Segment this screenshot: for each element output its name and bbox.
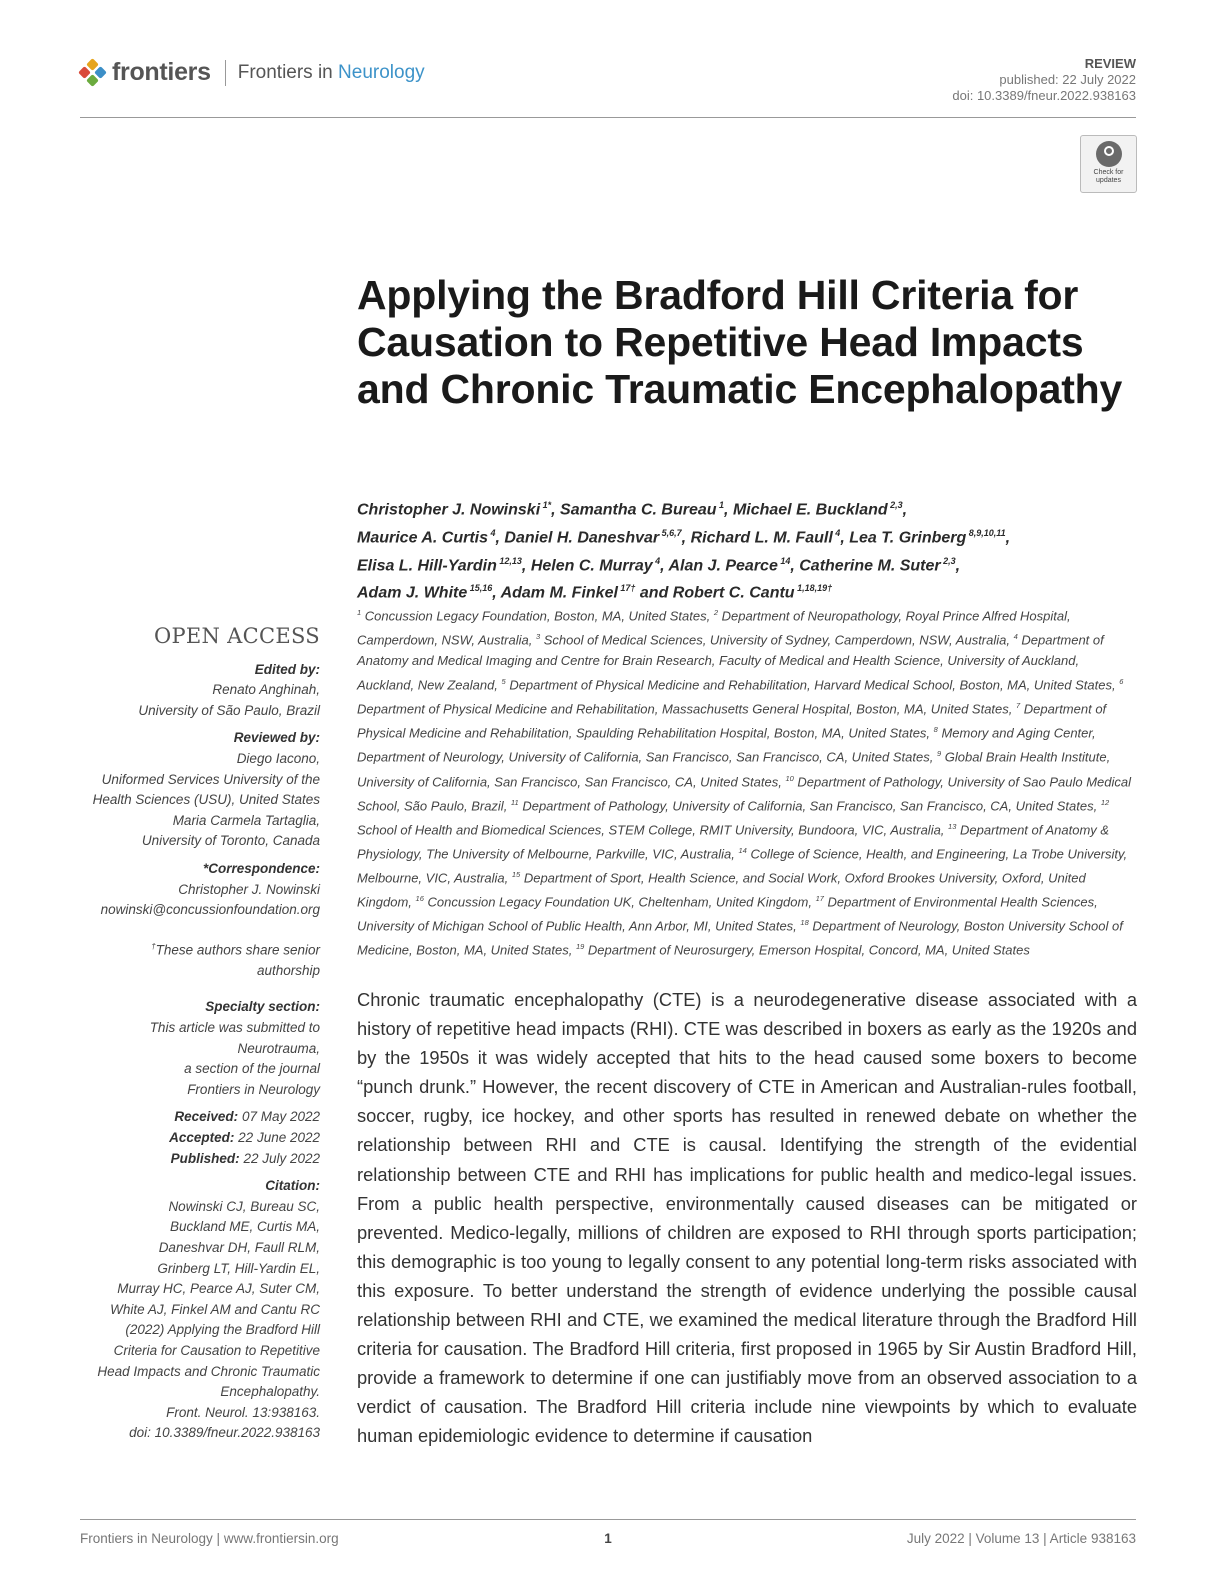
citation-line: Head Impacts and Chronic Traumatic: [97, 1363, 320, 1379]
author-name[interactable]: Maurice A. Curtis: [357, 529, 488, 547]
page-header: [80, 56, 1136, 116]
abstract-body: Chronic traumatic encephalopathy (CTE) is a neurodegenerative disease associated with a history of repetitive head impacts (RHI). CTE was described in boxers as early as the 1920s and by the 1950s it was widely accepted that hits to the head caused some boxers to become “punch drunk.” However, the recent discovery of CTE in American and Australian-rules football, soccer, rugby, ice hockey, and other sports has resulted in renewed debate on whether the relationship between RHI and CTE is causal. Identifying the strength of the evidential relationship between CTE and RHI has implications for public health and medico-legal issues. From a public health perspective, environmentally caused diseases can be mitigated or prevented. Medico-legally, millions of children are exposed to RHI through sports participation; this demographic is too young to legally consent to any potential long-term risks associated with this exposure. To better understand the strength of evidence underlying the possible causal relationship between RHI and CTE, we examined the medical literature through the Bradford Hill criteria for causation. The Bradford Hill criteria, first proposed in 1965 by Sir Austin Bradford Hill, provide a framework to determine if one can justifiably move from an observed association to a verdict of causation. The Bradford Hill criteria include nine viewpoints by which to evaluate human epidemiologic evidence to determine if causation: [357, 989, 1137, 1447]
affiliation-marker: 11: [510, 797, 519, 807]
affiliation-marker: 4: [1013, 632, 1018, 642]
frontiers-logo[interactable]: [80, 58, 425, 87]
correspondence-label: *Correspondence:: [202, 860, 320, 876]
affiliation-text: Department of Sport, Health Science, and Social Work, Oxford Brookes University, Oxford, United Kingdom,: [357, 870, 1086, 910]
open-access-label: OPEN ACCESS: [153, 624, 320, 648]
author-name[interactable]: Elisa L. Hill-Yardin: [357, 556, 497, 574]
affiliation-text: Department of Neuropathology, Royal Prince Alfred Hospital, Camperdown, NSW, Australia,: [357, 608, 1071, 648]
citation-line: White AJ, Finkel AM and Cantu RC: [110, 1301, 320, 1317]
footer-issue-info: July 2022 | Volume 13 | Article 938163: [906, 1531, 1136, 1546]
header-divider: [80, 117, 1136, 118]
affiliation-text: Department of Pathology, University of Sao Paulo Medical School, São Paulo, Brazil,: [357, 773, 1132, 813]
author-name[interactable]: Christopher J. Nowinski: [357, 501, 541, 519]
author-name[interactable]: Adam M. Finkel: [500, 584, 618, 602]
affiliation-marker: 14: [738, 845, 747, 855]
affiliation-marker: 18: [800, 918, 809, 928]
specialty-section-label: Specialty section:: [205, 999, 320, 1015]
author-affiliation-marker: 15,16: [467, 583, 493, 594]
frontiers-logo-icon: [80, 60, 106, 86]
received-date: Received: 07 May 2022: [174, 1109, 320, 1125]
affiliation-marker: 15: [511, 870, 521, 880]
author-affiliation-marker: 1*: [540, 500, 552, 510]
author-name[interactable]: Catherine M. Suter: [799, 556, 941, 574]
specialty-line: Neurotrauma,: [237, 1040, 320, 1056]
affiliation-marker: 9: [936, 749, 942, 759]
affiliation-text: Department of Neurosurgery, Emerson Hospital, Concord, MA, United States: [584, 942, 1030, 958]
affiliation-text: Department of Physical Medicine and Rehabilitation, Massachusetts General Hospital, Boston, MA, United States,: [357, 701, 1016, 717]
senior-authorship-note-cont: authorship: [256, 962, 320, 978]
affiliation-marker: 7: [1016, 701, 1021, 711]
citation-line: Daneshvar DH, Faull RLM,: [158, 1239, 320, 1255]
affiliation-text: Department of Pathology, University of California, San Francisco, San Francisco, CA, United States,: [518, 798, 1101, 813]
author-name[interactable]: Helen C. Murray: [530, 556, 653, 574]
affiliation-marker: 13: [948, 821, 957, 831]
reviewer-name: Maria Carmela Tartaglia,: [172, 812, 320, 828]
affiliation-text: Memory and Aging Center, Department of Neurology, University of California, San Francisco, San Francisco, CA, United States,: [357, 725, 1096, 765]
author-list: Christopher J. Nowinski $^{1*}$, Samantha C. Bureau $^1$, Michael E. Buckland $^{2,3}$, Maurice A. Curtis $^4$, Daniel H. Daneshvar $^{5,6,7}$, Richard L. M. Faull $^4$, Lea T. Grinberg $^{8,9,10,11}$, Elisa L. Hill-Yardin $^{12,13}$, Helen C. Murray $^4$, Alan J. Pearce $^{14}$, Catherine M. Suter $^{2,3}$, Adam J. White $^{15,16}$, Adam M. Finkel $^{17\dagger}$ and Robert C. Cantu $^{1,18,19\dagger}$: [357, 500, 1011, 602]
citation-line: Front. Neurol. 13:938163.: [166, 1404, 320, 1420]
citation-doi-link[interactable]: doi: 10.3389/fneur.2022.938163: [129, 1425, 320, 1441]
author-affiliation-marker: 1: [716, 500, 725, 510]
editor-affiliation: University of São Paulo, Brazil: [138, 702, 320, 718]
author-name[interactable]: Alan J. Pearce: [668, 556, 778, 574]
correspondence-name: Christopher J. Nowinski: [178, 881, 320, 897]
reviewer-affiliation: Uniformed Services University of the: [101, 771, 320, 787]
citation-line: Buckland ME, Curtis MA,: [169, 1219, 320, 1235]
article-info-sidebar: [70, 626, 320, 1444]
editor-name: Renato Anghinah,: [212, 682, 320, 698]
affiliation-text: Concussion Legacy Foundation UK, Cheltenham, United Kingdom,: [423, 894, 816, 910]
citation-line: Grinberg LT, Hill-Yardin EL,: [157, 1260, 320, 1276]
edited-by-label: Edited by:: [254, 661, 320, 677]
affiliation-text: Department of Anatomy and Medical Imaging and Centre for Brain Research, Faculty of Medical and Health Science, University of Auckland, Auckland, New Zealand,: [357, 632, 1104, 693]
specialty-line: Frontiers in Neurology: [187, 1081, 320, 1097]
senior-authorship-note: †These authors share senior: [151, 941, 320, 958]
citation-line: (2022) Applying the Bradford Hill: [125, 1322, 320, 1338]
affiliation-text: Department of Neurology, Boston University School of Medicine, Boston, MA, United States,: [357, 918, 1123, 958]
affiliation-marker: 5: [501, 677, 506, 687]
footer-divider: [80, 1519, 1136, 1520]
author-affiliation-marker: 12,13: [496, 555, 522, 566]
published-date-sidebar: Published: 22 July 2022: [170, 1150, 320, 1166]
author-affiliation-marker: 1,18,19†: [794, 583, 833, 594]
citation-label: Citation:: [265, 1178, 320, 1194]
affiliation-text: Department of Physical Medicine and Rehabilitation, Harvard Medical School, Boston, MA, United States,: [505, 677, 1120, 693]
affiliation-marker: 8: [933, 725, 938, 735]
crossmark-icon: [1096, 141, 1122, 167]
affiliation-marker: 17: [815, 894, 824, 904]
author-affiliation-marker: 5,6,7: [659, 527, 682, 538]
crossmark-label: Check for updates: [1093, 169, 1124, 184]
author-affiliation-marker: 2,3: [887, 500, 903, 510]
author-affiliation-marker: 14: [777, 555, 791, 566]
affiliation-marker: 2: [713, 608, 718, 617]
author-name[interactable]: Adam J. White: [357, 584, 468, 602]
logo-wordmark: frontiers: [112, 58, 211, 86]
correspondence-email-link[interactable]: nowinski@concussionfoundation.org: [100, 902, 320, 918]
specialty-line: This article was submitted to: [149, 1020, 320, 1035]
citation-line: Murray HC, Pearce AJ, Suter CM,: [117, 1281, 320, 1297]
page-number: 1: [604, 1531, 612, 1546]
author-affiliation-marker: 4: [832, 527, 841, 538]
reviewed-by-label: Reviewed by:: [233, 730, 320, 746]
affiliation-marker: 1: [357, 608, 362, 617]
article-meta: [952, 56, 1136, 104]
affiliation-text: Global Brain Health Institute, University of California, San Francisco, San Francisco, CA, United States,: [357, 749, 1111, 789]
reviewer-affiliation: Health Sciences (USU), United States: [92, 792, 320, 808]
affiliation-text: Department of Physical Medicine and Rehabilitation, Spaulding Rehabilitation Hospital, Boston, MA, United States,: [357, 701, 1107, 741]
check-for-updates-button[interactable]: [1080, 135, 1137, 193]
author-name[interactable]: Lea T. Grinberg: [849, 529, 967, 547]
affiliation-marker: 12: [1100, 797, 1110, 807]
author-name[interactable]: Robert C. Cantu: [672, 584, 795, 602]
author-affiliation-marker: 4: [652, 555, 661, 566]
citation-line: Criteria for Causation to Repetitive: [113, 1342, 320, 1358]
author-name[interactable]: Samantha C. Bureau: [560, 501, 717, 519]
author-affiliation-marker: 2,3: [940, 555, 956, 566]
author-name[interactable]: Daniel H. Daneshvar: [504, 529, 660, 547]
affiliation-marker: 16: [415, 894, 424, 904]
affiliation-marker: 3: [535, 632, 541, 642]
doi[interactable]: doi: 10.3389/fneur.2022.938163: [952, 88, 1136, 103]
author-affiliation-marker: 4: [488, 527, 496, 538]
affiliation-text: Department of Environmental Health Sciences, University of Michigan School of Public Health, Ann Arbor, MI, United States,: [357, 894, 1098, 934]
accepted-date: Accepted: 22 June 2022: [169, 1129, 320, 1145]
article-title: Applying the Bradford Hill Criteria for Causation to Repetitive Head Impacts and Chronic Traumatic Encephalopathy: [357, 272, 1123, 412]
footer-journal-link[interactable]: Frontiers in Neurology | www.frontiersin.org: [80, 1531, 339, 1546]
affiliation-text: School of Health and Biomedical Sciences, STEM College, RMIT University, Bundoora, VIC, Australia,: [357, 822, 949, 838]
affiliation-marker: 19: [575, 942, 585, 952]
affiliation-marker: 6: [1119, 677, 1124, 687]
author-affiliation-marker: 17†: [617, 583, 636, 594]
specialty-line: a section of the journal: [184, 1061, 320, 1077]
affiliation-marker: 10: [785, 773, 794, 783]
affiliation-text: College of Science, Health, and Engineering, La Trobe University, Melbourne, VIC, Australia,: [357, 846, 1128, 886]
citation-line: Encephalopathy.: [220, 1384, 320, 1400]
published-date: published: 22 July 2022: [999, 72, 1136, 87]
article-type: REVIEW: [1084, 56, 1136, 71]
author-affiliation-marker: 8,9,10,11: [966, 527, 1006, 538]
journal-name: Frontiers in Neurology: [237, 61, 425, 83]
reviewer-name: Diego Iacono,: [236, 750, 320, 766]
affiliation-text: Department of Anatomy & Physiology, The University of Melbourne, Parkville, VIC, Australia,: [357, 822, 1110, 862]
affiliation-text: School of Medical Sciences, University of Sydney, Camperdown, NSW, Australia,: [540, 632, 1014, 648]
logo-divider: [225, 60, 226, 86]
citation-line: Nowinski CJ, Bureau SC,: [168, 1198, 320, 1214]
affiliation-text: Concussion Legacy Foundation, Boston, MA, United States,: [361, 608, 714, 624]
author-name[interactable]: Richard L. M. Faull: [690, 529, 833, 547]
reviewer-affiliation: University of Toronto, Canada: [141, 833, 320, 849]
affiliations: [357, 603, 1137, 962]
author-name[interactable]: Michael E. Buckland: [732, 501, 888, 519]
